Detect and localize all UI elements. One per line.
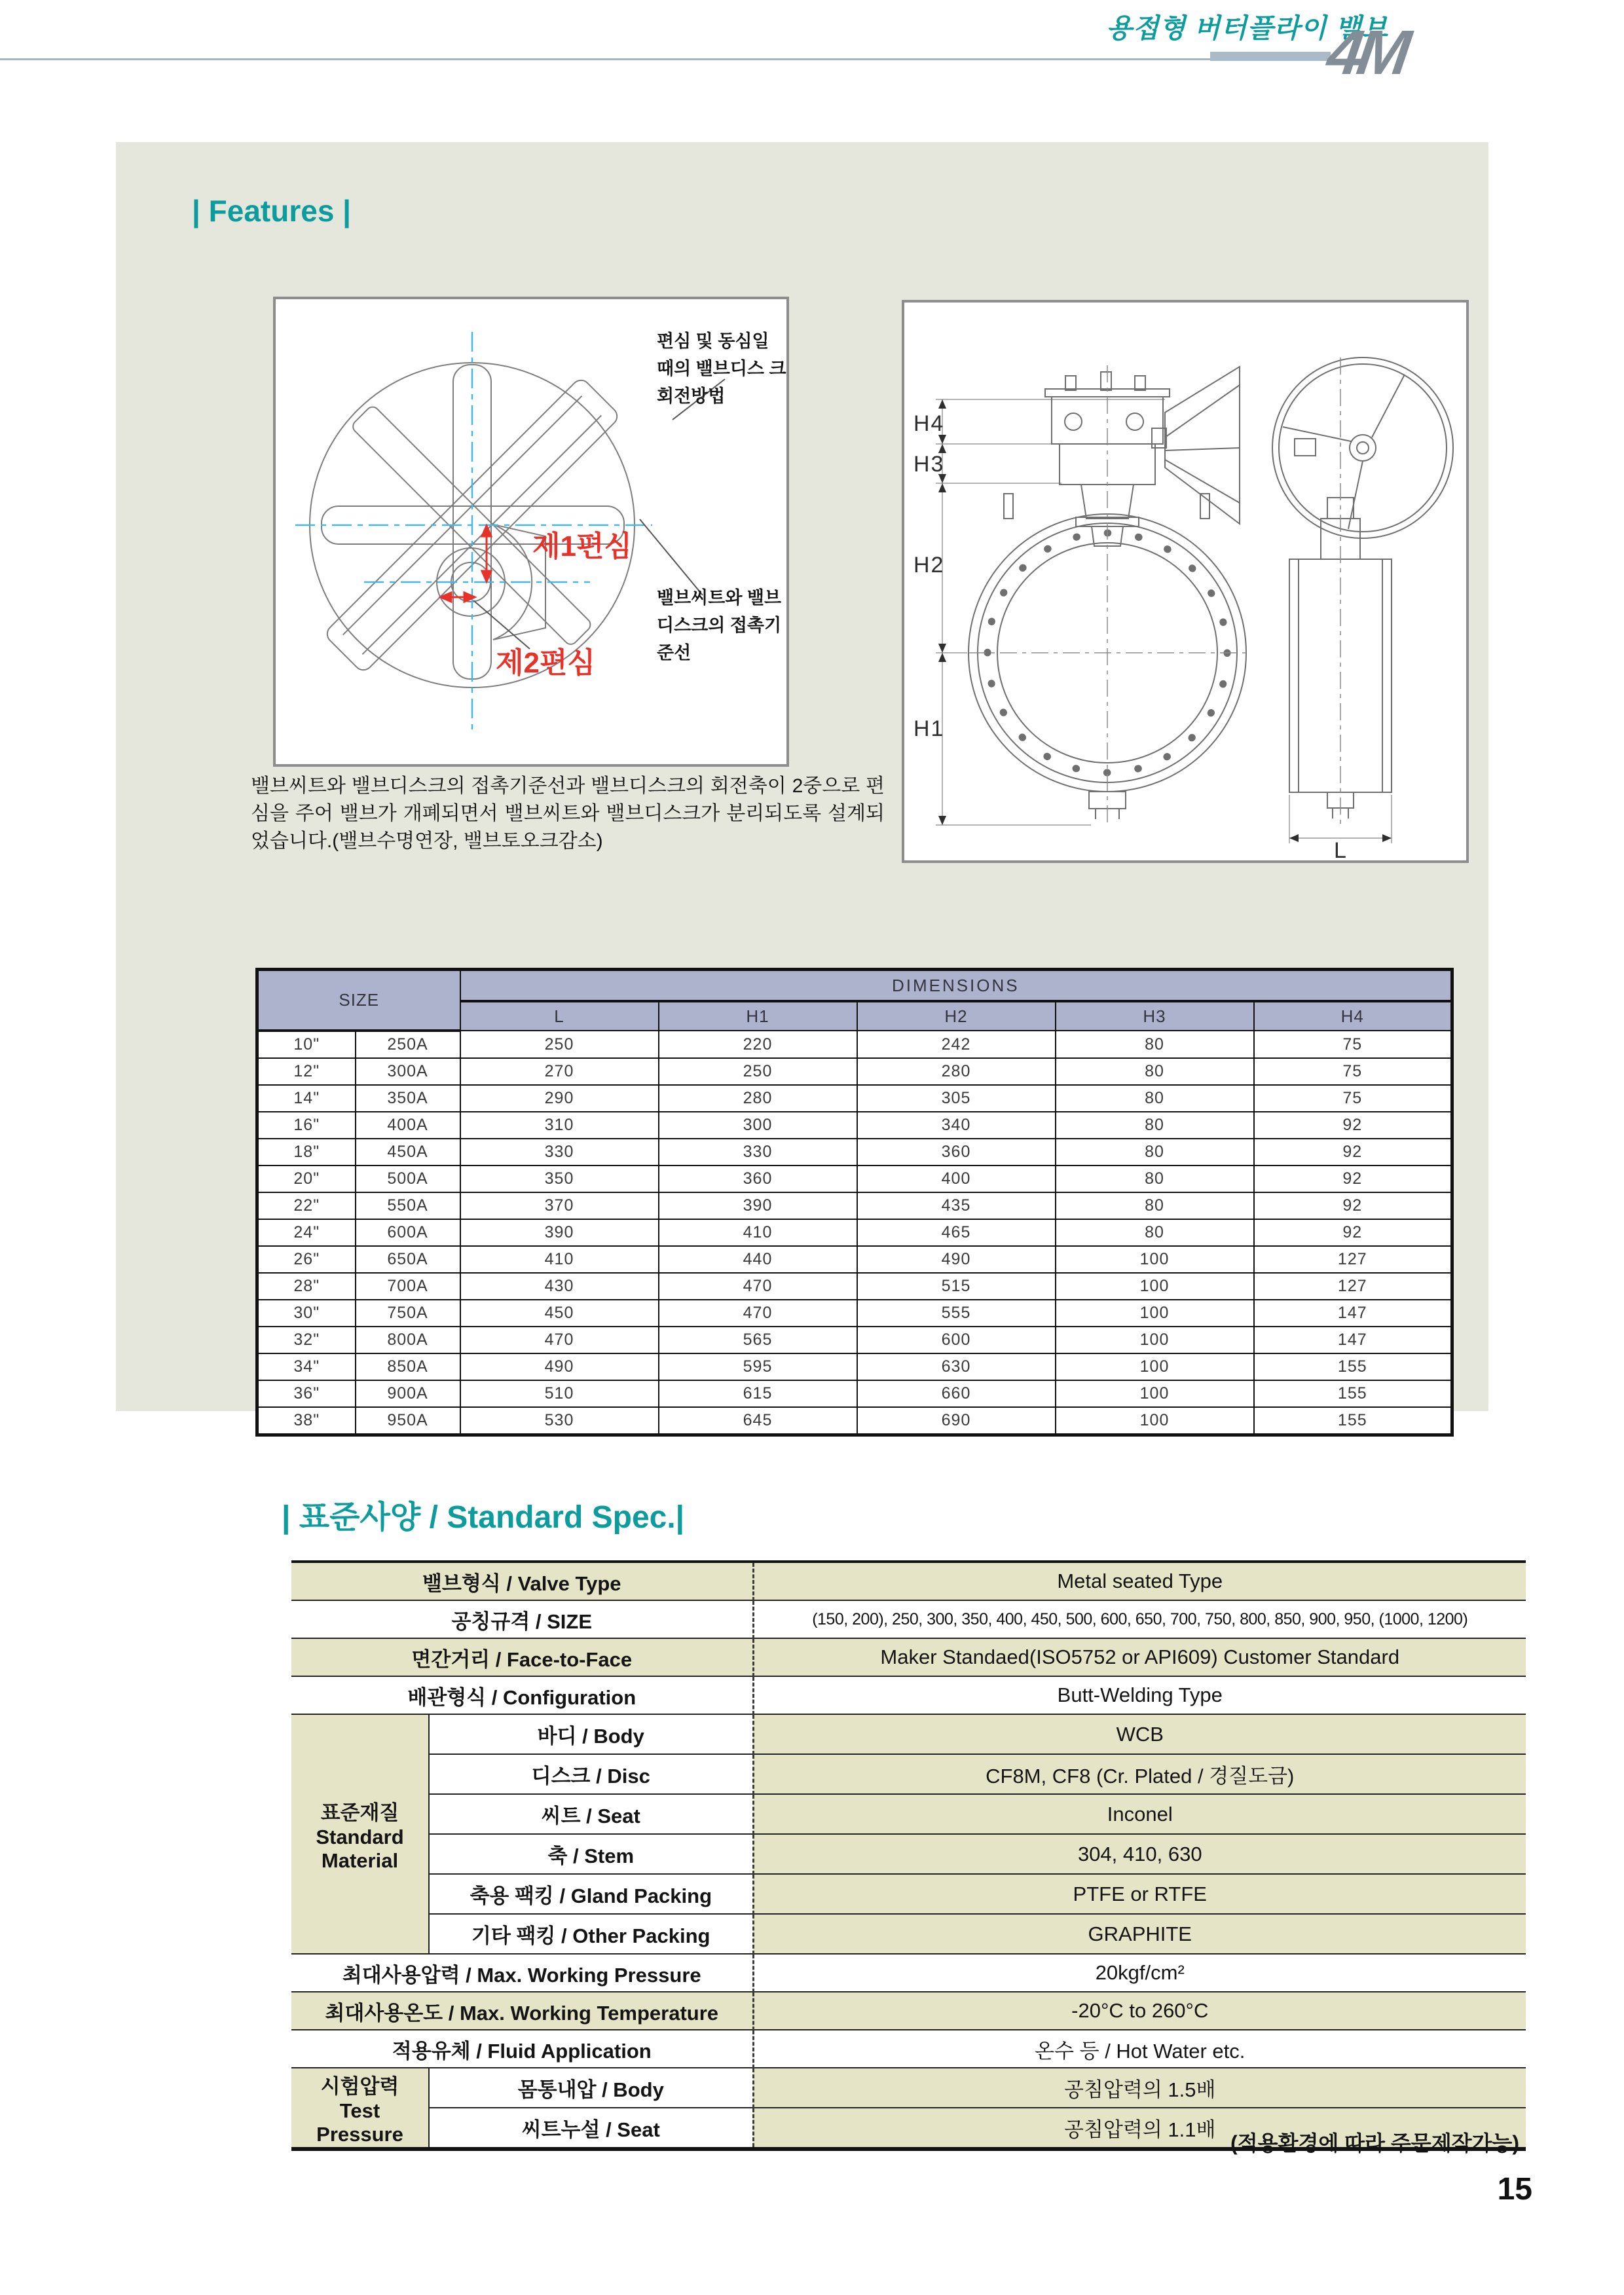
spec-sublabel: 씨트누설 / Seat (429, 2108, 753, 2149)
dims-cell: 100 (1056, 1407, 1254, 1435)
dims-cell: 26" (257, 1246, 356, 1273)
dims-cell: 80 (1056, 1085, 1254, 1112)
dims-cell: 92 (1254, 1192, 1452, 1219)
dims-cell: 100 (1056, 1273, 1254, 1300)
dims-cell: 155 (1254, 1380, 1452, 1407)
dims-cell: 490 (857, 1246, 1056, 1273)
spec-label: 배관형식 / Configuration (291, 1676, 753, 1714)
col-header-l: L (460, 1001, 659, 1031)
dims-cell: 470 (659, 1273, 857, 1300)
dim-label-h3: H3 (913, 452, 945, 477)
dims-row (257, 1166, 1452, 1192)
dims-cell: 350 (460, 1166, 659, 1192)
dims-cell: 595 (659, 1353, 857, 1380)
spec-sublabel: 축용 팩킹 / Gland Packing (429, 1874, 753, 1914)
first-eccentric-label: 제1편심 (532, 530, 632, 562)
dim-label-l: L (1334, 838, 1348, 860)
group-label-ko: 표준재질 (320, 1801, 399, 1824)
dims-cell: 250A (356, 1031, 460, 1058)
dims-row (257, 1273, 1452, 1300)
dims-cell: 147 (1254, 1300, 1452, 1327)
dims-row (257, 1192, 1452, 1219)
dims-cell: 440 (659, 1246, 857, 1273)
spec-value: WCB (753, 1714, 1526, 1754)
spec-sublabel: 바디 / Body (429, 1714, 753, 1754)
dims-cell: 430 (460, 1273, 659, 1300)
dims-cell: 650A (356, 1246, 460, 1273)
valve-elevation-drawing-box (902, 300, 1469, 863)
dims-cell: 32" (257, 1327, 356, 1353)
spec-label: 최대사용압력 / Max. Working Pressure (291, 1954, 753, 1992)
spec-value: 공침압력의 1.5배 (753, 2068, 1526, 2108)
dims-cell: 22" (257, 1192, 356, 1219)
spec-value: (150, 200), 250, 300, 350, 400, 450, 500, 600, 650, 700, 750, 800, 850, 900, 950, (1000, 1200) (753, 1600, 1526, 1638)
header-accent-bar (1210, 52, 1331, 61)
dims-cell: 515 (857, 1273, 1056, 1300)
dims-cell: 18" (257, 1139, 356, 1166)
dims-row (257, 1246, 1452, 1273)
spec-sublabel: 디스크 / Disc (429, 1754, 753, 1794)
dims-cell: 615 (659, 1380, 857, 1407)
spec-row (291, 1562, 1526, 1600)
dims-cell: 630 (857, 1353, 1056, 1380)
dims-cell: 410 (659, 1219, 857, 1246)
page-number: 15 (1497, 2172, 1532, 2207)
col-header-h3: H3 (1056, 1001, 1254, 1031)
spec-group-label (291, 2068, 429, 2149)
dims-cell: 600A (356, 1219, 460, 1246)
dims-cell: 280 (659, 1085, 857, 1112)
dims-cell: 24" (257, 1219, 356, 1246)
spec-row (291, 1638, 1526, 1676)
spec-sublabel: 몸통내압 / Body (429, 2068, 753, 2108)
features-panel (116, 142, 1488, 1429)
dims-cell: 20" (257, 1166, 356, 1192)
spec-label: 최대사용온도 / Max. Working Temperature (291, 1992, 753, 2030)
dims-cell: 470 (659, 1300, 857, 1327)
dims-cell: 800A (356, 1327, 460, 1353)
size-column-header: SIZE (257, 970, 460, 1031)
dims-cell: 28" (257, 1273, 356, 1300)
disc-rotation-drawing-box (273, 297, 789, 767)
dims-row (257, 1085, 1452, 1112)
dims-cell: 16" (257, 1112, 356, 1139)
dims-row (257, 1407, 1452, 1435)
dims-cell: 10" (257, 1031, 356, 1058)
page-title: 용접형 버터플라이 밸브 (1106, 13, 1388, 43)
dims-cell: 127 (1254, 1273, 1452, 1300)
dims-row (257, 1219, 1452, 1246)
dims-cell: 155 (1254, 1353, 1452, 1380)
dims-cell: 250 (659, 1058, 857, 1085)
dims-cell: 92 (1254, 1219, 1452, 1246)
dims-cell: 92 (1254, 1139, 1452, 1166)
spec-row (291, 1676, 1526, 1714)
spec-value: 공침압력의 1.1배 (753, 2108, 1526, 2149)
dims-cell: 310 (460, 1112, 659, 1139)
dims-row (257, 1031, 1452, 1058)
spec-label: 공칭규격 / SIZE (291, 1600, 753, 1638)
spec-value: Butt-Welding Type (753, 1676, 1526, 1714)
dims-cell: 500A (356, 1166, 460, 1192)
dims-cell: 450A (356, 1139, 460, 1166)
col-header-h1: H1 (659, 1001, 857, 1031)
dims-cell: 80 (1056, 1192, 1254, 1219)
group-label-en: Test Pressure (316, 2099, 403, 2146)
features-section-title: | Features | (192, 194, 352, 228)
group-label-ko: 시험압력 (320, 2074, 399, 2098)
dims-cell: 530 (460, 1407, 659, 1435)
dims-cell: 330 (659, 1139, 857, 1166)
spec-value: Inconel (753, 1794, 1526, 1834)
spec-value: Metal seated Type (753, 1562, 1526, 1600)
dims-cell: 92 (1254, 1166, 1452, 1192)
rotation-annotation: 편심 및 동심일 때의 밸브디스 크 회전방법 (657, 331, 786, 406)
dims-cell: 950A (356, 1407, 460, 1435)
dims-cell: 565 (659, 1327, 857, 1353)
dims-cell: 360 (857, 1139, 1056, 1166)
dims-cell: 435 (857, 1192, 1056, 1219)
dims-cell: 80 (1056, 1031, 1254, 1058)
spec-row (291, 1600, 1526, 1638)
spec-row (291, 1714, 1526, 1754)
dims-body (257, 1031, 1452, 1435)
brand-logo: 4M (1323, 18, 1410, 88)
spec-value: 20kgf/cm² (753, 1954, 1526, 1992)
header-rule (0, 58, 1215, 60)
dims-cell: 12" (257, 1058, 356, 1085)
dims-cell: 34" (257, 1353, 356, 1380)
dims-cell: 100 (1056, 1353, 1254, 1380)
dims-cell: 450 (460, 1300, 659, 1327)
dims-cell: 700A (356, 1273, 460, 1300)
dims-cell: 80 (1056, 1139, 1254, 1166)
col-header-h4: H4 (1254, 1001, 1452, 1031)
dims-cell: 127 (1254, 1246, 1452, 1273)
dims-cell: 80 (1056, 1219, 1254, 1246)
dims-cell: 100 (1056, 1300, 1254, 1327)
dims-cell: 600 (857, 1327, 1056, 1353)
dims-cell: 270 (460, 1058, 659, 1085)
spec-value: Maker Standaed(ISO5752 or API609) Customer Standard (753, 1638, 1526, 1676)
dims-cell: 242 (857, 1031, 1056, 1058)
spec-row (291, 2068, 1526, 2108)
spec-label: 적용유체 / Fluid Application (291, 2030, 753, 2068)
spec-group-label (291, 1714, 429, 1954)
dims-row (257, 1300, 1452, 1327)
dims-cell: 155 (1254, 1407, 1452, 1435)
spec-sublabel: 축 / Stem (429, 1834, 753, 1874)
spec-value: -20°C to 260°C (753, 1992, 1526, 2030)
dims-cell: 92 (1254, 1112, 1452, 1139)
dims-cell: 147 (1254, 1327, 1452, 1353)
col-header-h2: H2 (857, 1001, 1056, 1031)
second-eccentric-label: 제2편심 (496, 647, 595, 679)
dims-cell: 38" (257, 1407, 356, 1435)
dims-cell: 470 (460, 1327, 659, 1353)
dims-cell: 300A (356, 1058, 460, 1085)
dims-cell: 390 (659, 1192, 857, 1219)
dims-cell: 490 (460, 1353, 659, 1380)
dims-cell: 220 (659, 1031, 857, 1058)
spec-row (291, 1794, 1526, 1834)
spec-row (291, 1992, 1526, 2030)
dims-cell: 80 (1056, 1166, 1254, 1192)
dim-label-h1: H1 (913, 716, 945, 741)
dims-cell: 75 (1254, 1085, 1452, 1112)
dims-cell: 750A (356, 1300, 460, 1327)
dims-cell: 14" (257, 1085, 356, 1112)
spec-row (291, 1954, 1526, 1992)
dims-cell: 390 (460, 1219, 659, 1246)
dims-cell: 510 (460, 1380, 659, 1407)
spec-value: PTFE or RTFE (753, 1874, 1526, 1914)
dims-cell: 75 (1254, 1058, 1452, 1085)
dims-cell: 75 (1254, 1031, 1452, 1058)
spec-value: GRAPHITE (753, 1914, 1526, 1954)
spec-value: CF8M, CF8 (Cr. Plated / 경질도금) (753, 1754, 1526, 1794)
dims-cell: 305 (857, 1085, 1056, 1112)
dims-row (257, 1353, 1452, 1380)
dim-label-h4: H4 (913, 411, 945, 436)
standard-spec-table (291, 1560, 1526, 2151)
dims-cell: 100 (1056, 1327, 1254, 1353)
spec-sublabel: 기타 팩킹 / Other Packing (429, 1914, 753, 1954)
dims-cell: 330 (460, 1139, 659, 1166)
spec-section-title: | 표준사양 / Standard Spec.| (282, 1500, 685, 1535)
dims-cell: 290 (460, 1085, 659, 1112)
dims-row (257, 1327, 1452, 1353)
spec-note: (적용환경에 따라 주문제작가능) (1230, 2131, 1519, 2155)
spec-sublabel: 씨트 / Seat (429, 1794, 753, 1834)
dims-cell: 340 (857, 1112, 1056, 1139)
dims-cell: 410 (460, 1246, 659, 1273)
dims-cell: 900A (356, 1380, 460, 1407)
dims-cell: 250 (460, 1031, 659, 1058)
spec-value: 온수 등 / Hot Water etc. (753, 2030, 1526, 2068)
dims-cell: 36" (257, 1380, 356, 1407)
valve-elevation-drawing (904, 303, 1466, 860)
spec-value: 304, 410, 630 (753, 1834, 1526, 1874)
dims-cell: 400A (356, 1112, 460, 1139)
group-label-en: Standard Material (316, 1825, 404, 1872)
dims-cell: 370 (460, 1192, 659, 1219)
dims-row (257, 1380, 1452, 1407)
features-caption: 밸브씨트와 밸브디스크의 접촉기준선과 밸브디스크의 회전축이 2중으로 편심을 주어 밸브가 개폐되면서 밸브씨트와 밸브디스크가 분리되도록 설계되었습니다.(밸브수명연장, 밸브토오크감소) (251, 775, 885, 852)
dims-cell: 645 (659, 1407, 857, 1435)
dims-cell: 30" (257, 1300, 356, 1327)
spec-label: 밸브형식 / Valve Type (291, 1562, 753, 1600)
dimensions-column-header: DIMENSIONS (460, 970, 1452, 1002)
contact-line-annotation: 밸브씨트와 밸브 디스크의 접촉기 준선 (657, 588, 782, 663)
dims-cell: 400 (857, 1166, 1056, 1192)
spec-row (291, 1834, 1526, 1874)
dims-cell: 360 (659, 1166, 857, 1192)
dims-row (257, 1139, 1452, 1166)
spec-row (291, 1914, 1526, 1954)
spec-label: 면간거리 / Face-to-Face (291, 1638, 753, 1676)
spec-row (291, 2030, 1526, 2068)
dims-cell: 300 (659, 1112, 857, 1139)
dims-row (257, 1112, 1452, 1139)
dims-cell: 280 (857, 1058, 1056, 1085)
spec-row (291, 1754, 1526, 1794)
dims-row (257, 1058, 1452, 1085)
dims-cell: 80 (1056, 1112, 1254, 1139)
dims-cell: 690 (857, 1407, 1056, 1435)
spec-row (291, 1874, 1526, 1914)
dims-cell: 555 (857, 1300, 1056, 1327)
dim-label-h2: H2 (913, 553, 945, 578)
dims-cell: 465 (857, 1219, 1056, 1246)
dims-cell: 80 (1056, 1058, 1254, 1085)
dims-cell: 850A (356, 1353, 460, 1380)
dims-cell: 550A (356, 1192, 460, 1219)
dims-cell: 350A (356, 1085, 460, 1112)
dims-cell: 660 (857, 1380, 1056, 1407)
dims-cell: 100 (1056, 1380, 1254, 1407)
dims-cell: 100 (1056, 1246, 1254, 1273)
dimensions-table (255, 968, 1454, 1437)
